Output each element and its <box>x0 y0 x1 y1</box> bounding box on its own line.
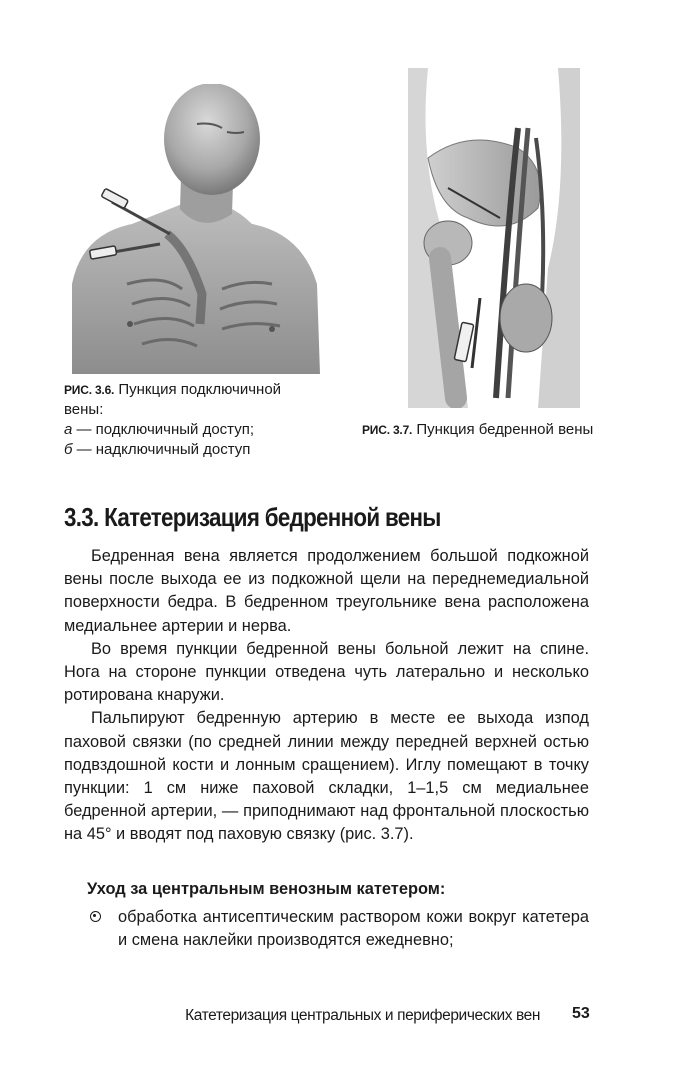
paragraph: Во время пункции бедренной вены больной лежит на спине. Нога на стороне пункции отведена чуть латерально и несколько ротирована кнаружи. <box>64 639 589 705</box>
care-heading: Уход за центральным венозным катетером: <box>87 880 446 898</box>
figure-3-6-item-b-text: — надключичный доступ <box>72 441 251 458</box>
figure-3-7-caption <box>362 420 602 440</box>
list-item <box>64 906 589 952</box>
figure-3-6-item-b-letter: б <box>64 441 73 458</box>
section-number: 3.3. <box>64 502 99 532</box>
section-heading <box>64 500 546 534</box>
figure-3-6-title: Пункция подключичной вены: <box>64 381 282 418</box>
section-title: Катетеризация бедренной вены <box>104 502 441 532</box>
figure-3-6-image <box>72 84 320 374</box>
figure-3-7-label: РИС. 3.7. <box>362 423 413 437</box>
paragraph: Пальпируют бедренную артерию в месте ее выхода изпод паховой связки (по средней линии между передней верхней остью подвздошной кости и лонным сращением). Иглу помещают в точку пункции: 1 см ниже паховой складки, 1–1,5 см медиальнее бедренной артерии, — приподнимают над фронтальной плоскостью на 45° и вводят под паховую связку (рис. 3.7). <box>64 709 589 844</box>
list-item-text: обработка антисептическим раствором кожи вокруг катетера и смена наклейки производятся ежедневно; <box>118 908 589 950</box>
circle-bullet-icon <box>90 911 101 922</box>
figure-3-7-image <box>408 68 580 408</box>
figure-3-6-item-a-text: — подключичный доступ; <box>72 421 255 438</box>
paragraph: Бедренная вена является продолжением большой подкожной вены после выхода ее из подкожной щели на переднемедиальной поверхности бедра. В бедренном треугольнике вена расположена медиальнее артерии и нерва. <box>64 547 589 635</box>
page-number: 53 <box>572 1005 590 1022</box>
figure-3-6-label: РИС. 3.6. <box>64 383 115 397</box>
running-footer-title: Катетеризация центральных и периферических вен <box>185 1007 540 1024</box>
figure-3-6-caption <box>64 380 314 460</box>
body-text <box>64 545 589 847</box>
figure-3-7-title: Пункция бедренной вены <box>416 421 594 438</box>
care-list <box>64 906 589 952</box>
figure-3-6-item-a-letter: а <box>64 421 73 438</box>
